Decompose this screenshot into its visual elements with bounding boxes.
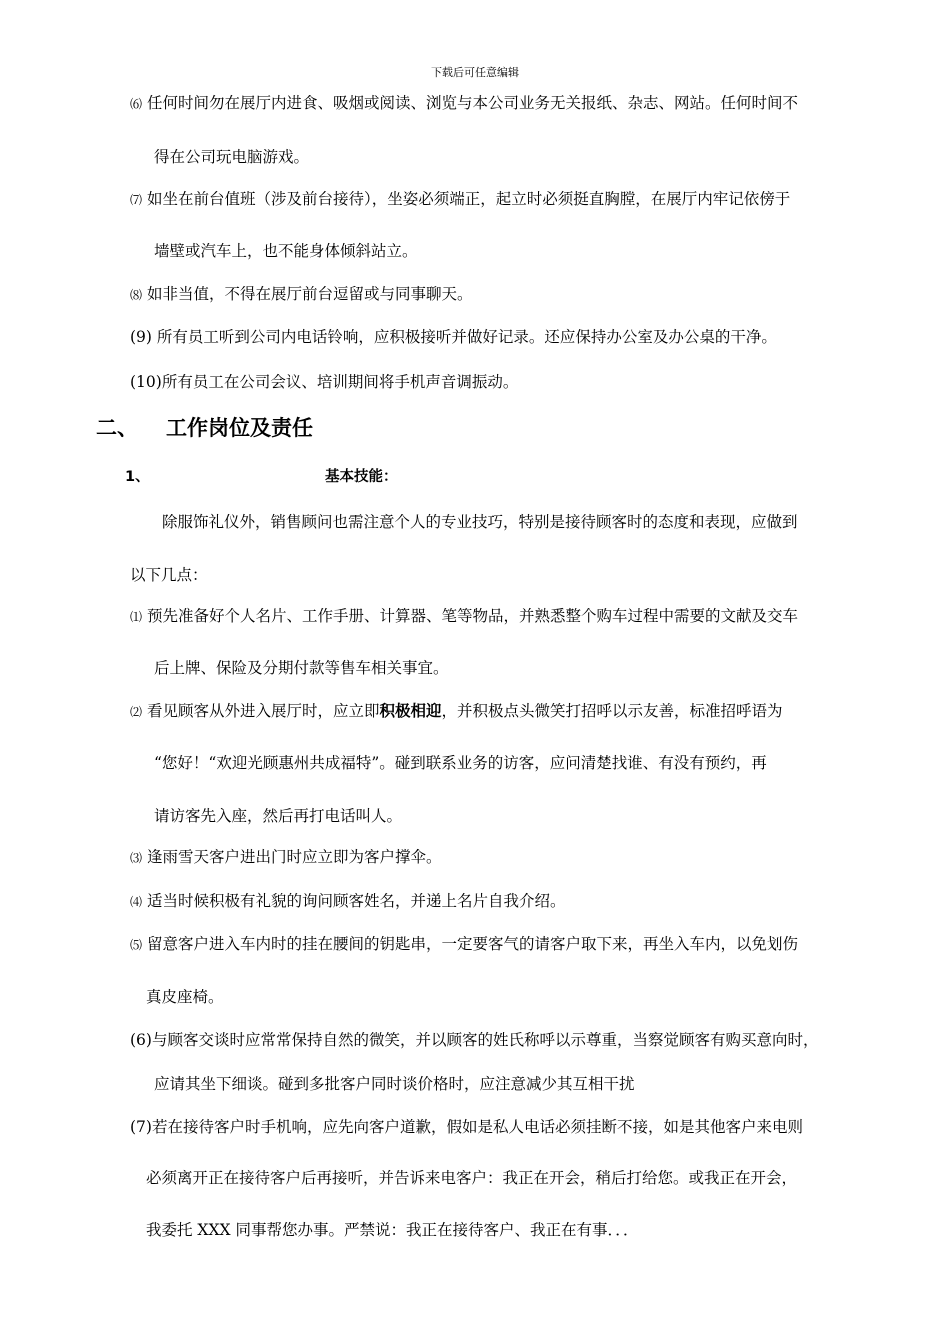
list-item-8 (130, 283, 472, 306)
list-item-6b-line1 (130, 1029, 818, 1051)
item-number: ⑻ (130, 288, 143, 302)
item-number: ⑸ (130, 938, 143, 952)
item-text: 留意客户进入车内时的挂在腰间的钥匙串，一定要客气的请客户取下来，再坐入车内，以免划伤 (146, 935, 798, 953)
list-item-1-line2: 后上牌、保险及分期付款等售车相关事宜。 (154, 659, 449, 677)
item-number: ⑷ (130, 895, 143, 909)
list-item-7-line1 (130, 188, 790, 211)
list-item-7-line2: 墙壁或汽车上，也不能身体倾斜站立。 (154, 242, 418, 260)
item-number: ⑶ (130, 851, 143, 865)
list-item-6b-line2: 应请其坐下细谈。碰到多批客户同时谈价格时，应注意减少其互相干扰 (154, 1075, 635, 1093)
item-text: 如非当值，不得在展厅前台逗留或与同事聊天。 (146, 285, 473, 303)
list-item-2-line2: “您好！“欢迎光顾惠州共成福特”。碰到联系业务的访客，应问清楚找谁、有没有预约，再 (154, 754, 767, 772)
intro-line1: 除服饰礼仪外，销售顾问也需注意个人的专业技巧，特别是接待顾客时的态度和表现，应做到 (162, 513, 798, 531)
item-number: (10) (130, 373, 162, 391)
list-item-10 (130, 371, 518, 393)
list-item-3 (130, 846, 441, 869)
list-item-6-line2: 得在公司玩电脑游戏。 (154, 148, 310, 166)
list-item-2-line3: 请访客先入座，然后再打电话叫人。 (154, 807, 403, 825)
item-text: 如坐在前台值班（涉及前台接待），坐姿必须端正，起立时必须挺直胸膛，在展厅内牢记依傍于 (146, 190, 791, 208)
list-item-4 (130, 890, 565, 913)
item-text: 所有员工听到公司内电话铃响，应积极接听并做好记录。还应保持办公室及办公桌的干净。 (156, 328, 777, 346)
item-number: ⑵ (130, 705, 143, 719)
list-item-1-line1 (130, 605, 798, 628)
item-text: 与顾客交谈时应常常保持自然的微笑，并以顾客的姓氏称呼以示尊重，当察觉顾客有购买意向时， (151, 1031, 819, 1049)
item-text: 逢雨雪天客户进出门时应立即为客户撑伞。 (146, 848, 442, 866)
section-heading (96, 414, 313, 442)
list-item-2-line1 (130, 700, 783, 723)
list-item-5-line2: 真皮座椅。 (146, 988, 224, 1006)
list-item-5-line1 (130, 933, 798, 956)
item-text: 看见顾客从外进入展厅时，应立即 (146, 702, 380, 720)
item-text: 预先准备好个人名片、工作手册、计算器、笔等物品，并熟悉整个购车过程中需要的文献及交车 (146, 607, 798, 625)
item-number: ⑴ (130, 610, 143, 624)
list-item-9 (130, 326, 777, 348)
intro-line2: 以下几点： (130, 566, 208, 584)
item-text: 适当时候积极有礼貌的询问顾客姓名，并递上名片自我介绍。 (146, 892, 566, 910)
item-number: (7) (130, 1118, 152, 1136)
subsection-number: 1、 (125, 469, 150, 485)
section-number: 二、 (96, 416, 138, 440)
section-title: 工作岗位及责任 (166, 416, 313, 440)
subsection-title: 基本技能： (325, 469, 398, 485)
item-text: 任何时间勿在展厅内进食、吸烟或阅读、浏览与本公司业务无关报纸、杂志、网站。任何时间不 (146, 94, 798, 112)
item-number: ⑺ (130, 193, 143, 207)
item-text: 所有员工在公司会议、培训期间将手机声音调振动。 (161, 373, 519, 391)
item-emphasis: 积极相迎 (379, 702, 442, 720)
page-header: 下载后可任意编辑 (431, 66, 519, 79)
item-number: ⑹ (130, 97, 143, 111)
item-number: (9) (130, 328, 152, 346)
list-item-7b-line1 (130, 1116, 803, 1138)
item-number: (6) (130, 1031, 152, 1049)
list-item-7b-line3: 我委托 XXX 同事帮您办事。严禁说：我正在接待客户、我正在有事．．． (146, 1221, 639, 1239)
item-text: 若在接待客户时手机响，应先向客户道歉，假如是私人电话必须挂断不接，如是其他客户来电则 (151, 1118, 803, 1136)
list-item-7b-line2: 必须离开正在接待客户后再接听，并告诉来电客户：我正在开会，稍后打给您。或我正在开会， (146, 1169, 798, 1187)
list-item-6-line1 (130, 92, 798, 115)
item-text: ，并积极点头微笑打招呼以示友善，标准招呼语为 (441, 702, 783, 720)
